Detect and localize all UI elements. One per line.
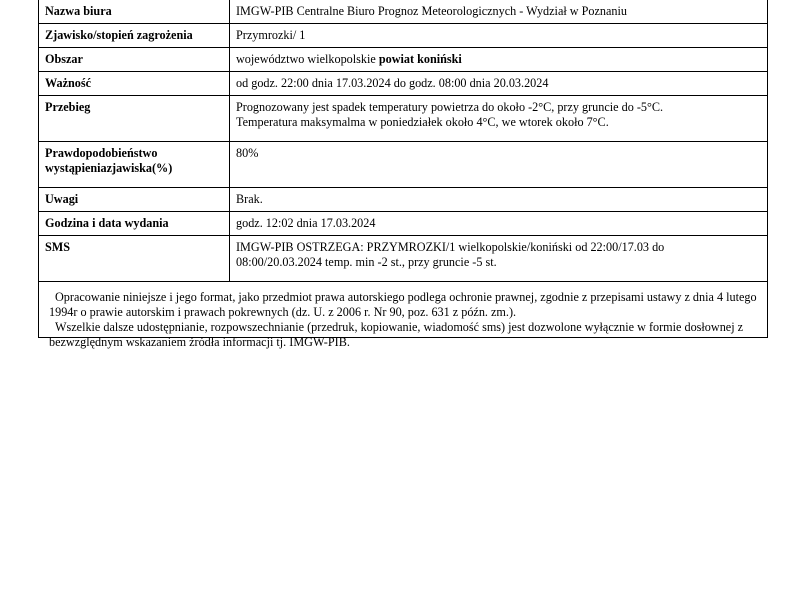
course-value xyxy=(230,96,768,142)
copyright-footer xyxy=(38,282,768,349)
row-validity xyxy=(39,72,768,96)
area-label: Obszar xyxy=(39,48,230,72)
office-label: Nazwa biura xyxy=(39,0,230,24)
sms-line-2: 08:00/20.03.2024 temp. min -2 st., przy gruncie -5 st. xyxy=(236,255,497,269)
row-office xyxy=(39,0,768,24)
course-line-1: Prognozowany jest spadek temperatury powietrza do około -2°C, przy gruncie do -5°C. xyxy=(236,100,664,114)
row-probability xyxy=(39,142,768,188)
phenomenon-label: Zjawisko/stopień zagrożenia xyxy=(39,24,230,48)
row-issued xyxy=(39,212,768,236)
sms-value xyxy=(230,236,768,282)
row-course xyxy=(39,96,768,142)
redistribution-paragraph: Wszelkie dalsze udostępnianie, rozpowszechnianie (przedruk, kopiowanie, wiadomość sms) jest dozwolone wyłącznie w formie dosłownej z bezwzględnym wskazaniem źródła informacji tj. IMGW-PIB. xyxy=(49,320,744,349)
row-area xyxy=(39,48,768,72)
row-sms xyxy=(39,236,768,282)
validity-label: Ważność xyxy=(39,72,230,96)
issued-label: Godzina i data wydania xyxy=(39,212,230,236)
area-value xyxy=(230,48,768,72)
row-remarks xyxy=(39,188,768,212)
warning-table xyxy=(38,0,768,282)
course-label: Przebieg xyxy=(39,96,230,142)
remarks-label: Uwagi xyxy=(39,188,230,212)
warning-document xyxy=(38,0,768,349)
row-phenomenon xyxy=(39,24,768,48)
probability-value: 80% xyxy=(230,142,768,188)
validity-value: od godz. 22:00 dnia 17.03.2024 do godz. 08:00 dnia 20.03.2024 xyxy=(230,72,768,96)
probability-label: Prawdopodobieństwo wystąpieniazjawiska(%) xyxy=(39,142,230,188)
issued-value: godz. 12:02 dnia 17.03.2024 xyxy=(230,212,768,236)
sms-label: SMS xyxy=(39,236,230,282)
remarks-value: Brak. xyxy=(230,188,768,212)
phenomenon-value: Przymrozki/ 1 xyxy=(230,24,768,48)
area-county: powiat koniński xyxy=(378,52,462,66)
sms-line-1: IMGW-PIB OSTRZEGA: PRZYMROZKI/1 wielkopolskie/koniński od 22:00/17.03 do xyxy=(236,240,665,254)
area-voivodeship: województwo wielkopolskie xyxy=(236,52,376,66)
course-line-2: Temperatura maksymalma w poniedziałek około 4°C, we wtorek około 7°C. xyxy=(236,115,609,129)
copyright-paragraph: Opracowanie niniejsze i jego format, jako przedmiot prawa autorskiego podlega ochronie prawnej, zgodnie z przepisami ustawy z dnia 4 lutego 1994r o prawie autorskim i prawach pokrewnych (dz. U. z 2006 r. Nr 90, poz. 631 z późn. zm.). xyxy=(49,290,757,319)
office-value: IMGW-PIB Centralne Biuro Prognoz Meteorologicznych - Wydział w Poznaniu xyxy=(230,0,768,24)
